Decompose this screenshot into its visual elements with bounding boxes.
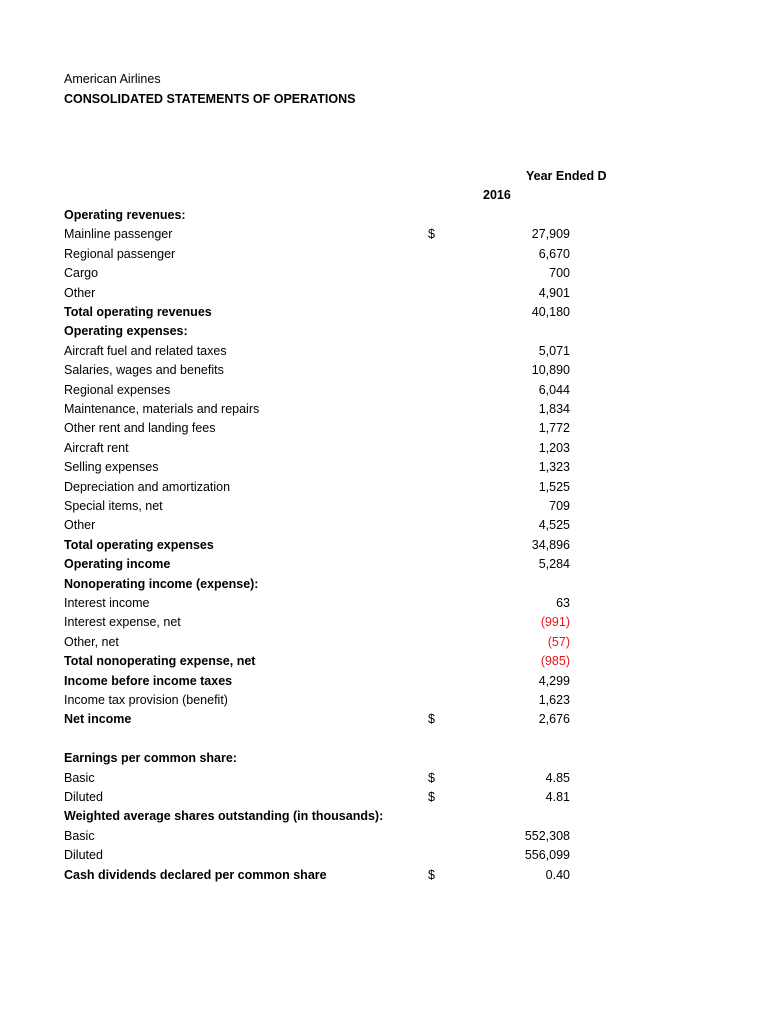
row-label: Total operating revenues (64, 305, 212, 319)
statement-row (0, 498, 768, 517)
row-label: Income before income taxes (64, 673, 233, 688)
negative-value: (991) (540, 615, 570, 630)
statement-row (0, 653, 768, 672)
row-label: Aircraft rent (64, 440, 129, 455)
spacer-row (0, 731, 768, 750)
row-value: 1,323 (538, 460, 570, 475)
statement-title: CONSOLIDATED STATEMENTS OF OPERATIONS (64, 92, 356, 106)
row-label: Earnings per common share: (64, 751, 237, 766)
row-label: Diluted (64, 790, 103, 804)
statement-row (0, 265, 768, 284)
statement-row (0, 304, 768, 323)
row-value: 1,772 (538, 421, 570, 436)
statement-row (0, 479, 768, 498)
row-value: 27,909 (531, 227, 570, 242)
row-label: Operating revenues: (64, 208, 186, 222)
statement-row (0, 440, 768, 459)
row-value: 1,203 (538, 440, 570, 455)
row-value: 34,896 (531, 537, 570, 552)
row-label: Special items, net (64, 499, 163, 513)
row-value: 556,099 (524, 848, 570, 863)
statement-row (0, 323, 768, 342)
statement-row (0, 847, 768, 866)
statement-row (0, 556, 768, 575)
negative-value: (985) (540, 654, 570, 669)
company-name: American Airlines (64, 72, 161, 86)
row-label: Other (64, 285, 96, 300)
row-label: Other, net (64, 634, 119, 649)
row-label: Cash dividends declared per common share (64, 867, 327, 882)
row-label: Maintenance, materials and repairs (64, 402, 260, 416)
row-value: 6,044 (538, 382, 570, 397)
row-value: 5,071 (538, 343, 570, 358)
statement-row (0, 692, 768, 711)
statement-row (0, 595, 768, 614)
row-label: Interest income (64, 596, 150, 610)
statement-row (0, 634, 768, 653)
statement-row (0, 770, 768, 789)
negative-value: (57) (547, 634, 570, 649)
row-label: Depreciation and amortization (64, 479, 231, 494)
statement-row (0, 808, 768, 827)
statement-row (0, 711, 768, 730)
period-header: Year Ended D (526, 169, 607, 183)
row-label: Other rent and landing fees (64, 421, 216, 436)
row-label: Regional passenger (64, 246, 176, 261)
row-value: 1,623 (538, 693, 570, 707)
statement-row (0, 226, 768, 245)
row-value: 1,834 (538, 402, 570, 416)
row-label: Weighted average shares outstanding (in thousands): (64, 809, 384, 824)
row-value: 0.40 (545, 867, 570, 882)
row-label: Interest expense, net (64, 615, 181, 630)
statement-row (0, 673, 768, 692)
statement-row (0, 459, 768, 478)
row-label: Regional expenses (64, 382, 171, 397)
statement-row (0, 362, 768, 381)
row-label: Operating income (64, 557, 171, 572)
row-value: 63 (556, 596, 570, 610)
row-label: Other (64, 518, 96, 533)
row-label: Aircraft fuel and related taxes (64, 343, 227, 358)
row-label: Basic (64, 828, 95, 843)
row-value: 40,180 (531, 305, 570, 319)
statement-row (0, 401, 768, 420)
statement-row (0, 207, 768, 226)
statement-row (0, 576, 768, 595)
row-label: Selling expenses (64, 460, 159, 475)
currency-symbol: $ (428, 867, 435, 882)
row-value: 4.81 (545, 790, 570, 804)
row-value: 6,670 (538, 246, 570, 261)
statement-row (0, 614, 768, 633)
row-value: 10,890 (531, 363, 570, 378)
row-value: 1,525 (538, 479, 570, 494)
statement-row (0, 517, 768, 536)
row-value: 552,308 (524, 828, 570, 843)
currency-symbol: $ (428, 770, 435, 785)
row-value: 4,525 (538, 518, 570, 533)
row-label: Total nonoperating expense, net (64, 654, 256, 669)
statement-row (0, 867, 768, 886)
row-label: Cargo (64, 266, 99, 281)
statement-row (0, 420, 768, 439)
currency-symbol: $ (428, 227, 435, 242)
row-label: Income tax provision (benefit) (64, 693, 228, 707)
row-label: Mainline passenger (64, 227, 173, 242)
row-value: 4.85 (545, 770, 570, 785)
statement-row (0, 789, 768, 808)
statement-row (0, 382, 768, 401)
row-label: Diluted (64, 848, 103, 863)
statement-row (0, 828, 768, 847)
row-value: 700 (549, 266, 570, 281)
row-value: 4,299 (538, 673, 570, 688)
currency-symbol: $ (428, 790, 435, 804)
statement-row (0, 246, 768, 265)
row-label: Basic (64, 770, 95, 785)
row-label: Operating expenses: (64, 324, 188, 339)
year-header: 2016 (483, 188, 511, 202)
statement-row (0, 343, 768, 362)
row-label: Total operating expenses (64, 537, 214, 552)
statement-row (0, 285, 768, 304)
row-value: 4,901 (538, 285, 570, 300)
row-value: 709 (549, 499, 570, 513)
statement-row (0, 750, 768, 769)
row-value: 5,284 (538, 557, 570, 572)
row-label: Net income (64, 712, 132, 727)
row-label: Nonoperating income (expense): (64, 576, 259, 591)
currency-symbol: $ (428, 712, 435, 727)
row-value: 2,676 (538, 712, 570, 727)
row-label: Salaries, wages and benefits (64, 363, 224, 378)
statement-row (0, 537, 768, 556)
